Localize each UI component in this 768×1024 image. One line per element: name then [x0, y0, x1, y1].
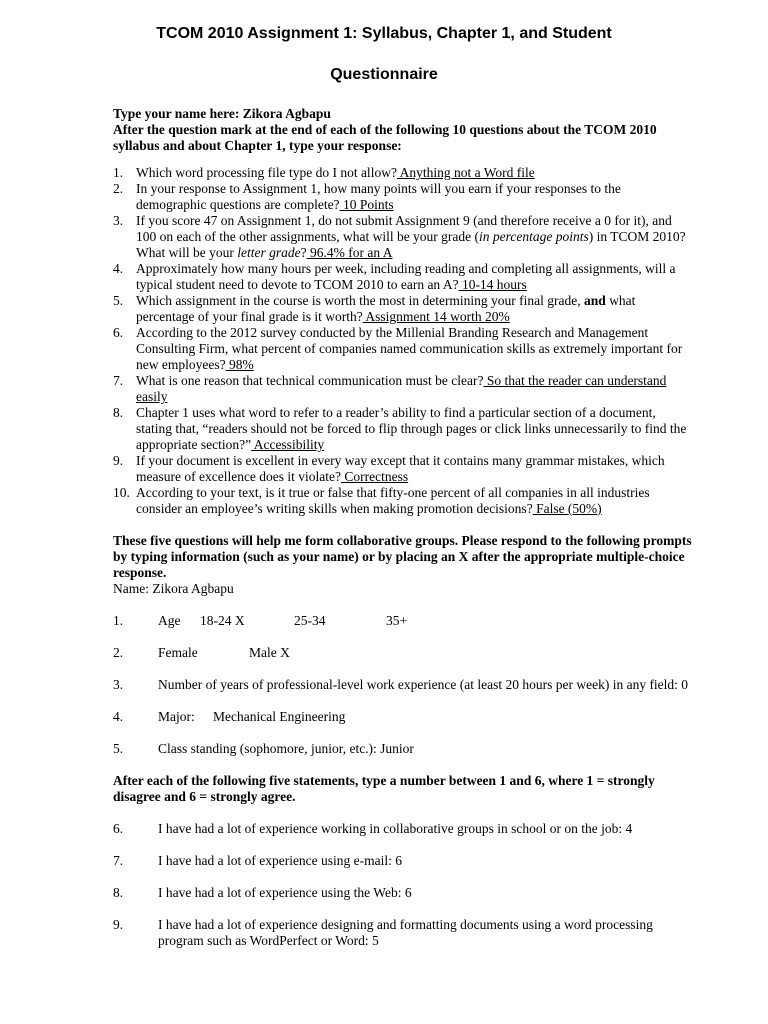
standing-item	[113, 741, 693, 757]
question-item	[113, 373, 693, 405]
item-number: 8.	[113, 885, 124, 900]
question-item	[113, 181, 693, 213]
document-title-line-1: TCOM 2010 Assignment 1: Syllabus, Chapter 1, and Student	[156, 25, 612, 42]
item-number: 7.	[113, 853, 124, 868]
age-option-25-34: 25-34	[294, 613, 326, 628]
item-number: 9.	[113, 917, 124, 932]
question-number: 1.	[113, 165, 124, 180]
answer-text: 96.4% for an A	[306, 245, 393, 260]
statement-item	[113, 821, 693, 837]
statement-text: I have had a lot of experience using e-mail: 6	[158, 853, 403, 868]
question-item	[113, 261, 693, 293]
answer-text: 98%	[225, 357, 254, 372]
question-number: 3.	[113, 213, 124, 228]
item-number: 2.	[113, 645, 124, 660]
name-line: Name: Zikora Agbapu	[113, 581, 234, 596]
question-number: 8.	[113, 405, 124, 420]
question-number: 7.	[113, 373, 124, 388]
statement-text: I have had a lot of experience using the Web: 6	[158, 885, 412, 900]
group-intro: These five questions will help me form collaborative groups. Please respond to the following prompts by typing information (such as your name) or by placing an X after the appropriate multiple-choice response.	[113, 533, 692, 580]
question-number: 5.	[113, 293, 124, 308]
document-body	[113, 106, 693, 965]
question-text: Which word processing file type do I not allow?	[136, 165, 397, 180]
question-item	[113, 325, 693, 373]
age-option-35-plus: 35+	[386, 613, 408, 628]
question-number: 4.	[113, 261, 124, 276]
experience-text: Number of years of professional-level work experience (at least 20 hours per week) in any field: 0	[158, 677, 689, 692]
answer-text: Correctness	[341, 469, 409, 484]
question-item	[113, 165, 693, 181]
gender-option-male: Male X	[249, 645, 290, 660]
major-item	[113, 709, 693, 725]
name-prompt: Type your name here: Zikora Agbapu	[113, 106, 331, 121]
question-text: Which assignment in the course is worth the most in determining your final grade,	[136, 293, 581, 308]
answer-text: 10 Points	[339, 197, 394, 212]
question-number: 9.	[113, 453, 124, 468]
answer-text: Assignment 14 worth 20%	[362, 309, 510, 324]
question-text: ?	[300, 245, 307, 260]
item-number: 6.	[113, 821, 124, 836]
answer-text: Accessibility	[251, 437, 325, 452]
major-value: Mechanical Engineering	[213, 709, 346, 724]
gender-option-female: Female	[158, 645, 198, 660]
answer-text: False (50%)	[532, 501, 602, 516]
item-number: 1.	[113, 613, 124, 628]
document-title-line-2: Questionnaire	[330, 66, 438, 83]
question-item	[113, 485, 693, 517]
question-number: 10.	[113, 485, 130, 500]
question-text: In your response to Assignment 1, how many points will you earn if your responses to the demographic questions are complete?	[136, 181, 621, 212]
answer-text: So that the reader can understand easily	[136, 373, 667, 404]
question-item	[113, 293, 693, 325]
statements-intro: After each of the following five statements, type a number between 1 and 6, where 1 = strongly disagree and 6 = strongly agree.	[113, 773, 655, 804]
answer-text: Anything not a Word file	[396, 165, 535, 180]
question-item	[113, 405, 693, 453]
age-option-18-24: 18-24 X	[200, 613, 245, 628]
question-number: 2.	[113, 181, 124, 196]
question-text: According to your text, is it true or false that fifty-one percent of all companies in all industries consider an employee’s writing skills when making promotion decisions?	[136, 485, 650, 516]
question-text: If you score 47 on Assignment 1, do not submit Assignment 9 (and therefore receive a 0 for it), and 100 on each of the other assignments, what will be your grade (	[136, 213, 672, 244]
question-text-bold: and	[580, 293, 606, 308]
statement-item	[113, 917, 693, 949]
question-text: Approximately how many hours per week, including reading and completing all assignments, will a typical student need to devote to TCOM 2010 to earn an A?	[136, 261, 676, 292]
question-text-italic: in percentage points	[479, 229, 589, 244]
statement-text: I have had a lot of experience working in collaborative groups in school or on the job: 4	[158, 821, 633, 836]
answer-text: 10-14 hours	[458, 277, 527, 292]
standing-text: Class standing (sophomore, junior, etc.): Junior	[158, 741, 414, 756]
question-text: what percentage of your final grade is it worth?	[136, 293, 636, 324]
statement-item	[113, 853, 693, 869]
gender-item	[113, 645, 693, 661]
item-number: 4.	[113, 709, 124, 724]
age-item	[113, 613, 693, 629]
question-item	[113, 453, 693, 485]
item-number: 3.	[113, 677, 124, 692]
questions-intro: After the question mark at the end of each of the following 10 questions about the TCOM 2010 syllabus and about Chapter 1, type your response:	[113, 122, 657, 153]
statement-item	[113, 885, 693, 901]
question-number: 6.	[113, 325, 124, 340]
experience-item	[113, 677, 693, 693]
age-label: Age	[158, 613, 181, 628]
question-text: According to the 2012 survey conducted by the Millenial Branding Research and Management Consulting Firm, what percent of companies named communication skills as extremely important for new employees?	[136, 325, 683, 372]
question-list	[113, 165, 693, 517]
question-text: If your document is excellent in every way except that it contains many grammar mistakes, which measure of excellence does it violate?	[136, 453, 665, 484]
question-item	[113, 213, 693, 261]
question-text: What is one reason that technical communication must be clear?	[136, 373, 484, 388]
question-text: ) in TCOM 2010? What will be your	[136, 229, 686, 260]
item-number: 5.	[113, 741, 124, 756]
question-text-italic: letter grade	[237, 245, 301, 260]
major-label: Major:	[158, 709, 195, 724]
question-text: Chapter 1 uses what word to refer to a reader’s ability to find a particular section of a document, stating that, “readers should not be forced to flip through pages or click links unnecessarily to find the appropriate section?”	[136, 405, 687, 452]
statement-text: I have had a lot of experience designing and formatting documents using a word processing program such as WordPerfect or Word: 5	[158, 917, 653, 948]
